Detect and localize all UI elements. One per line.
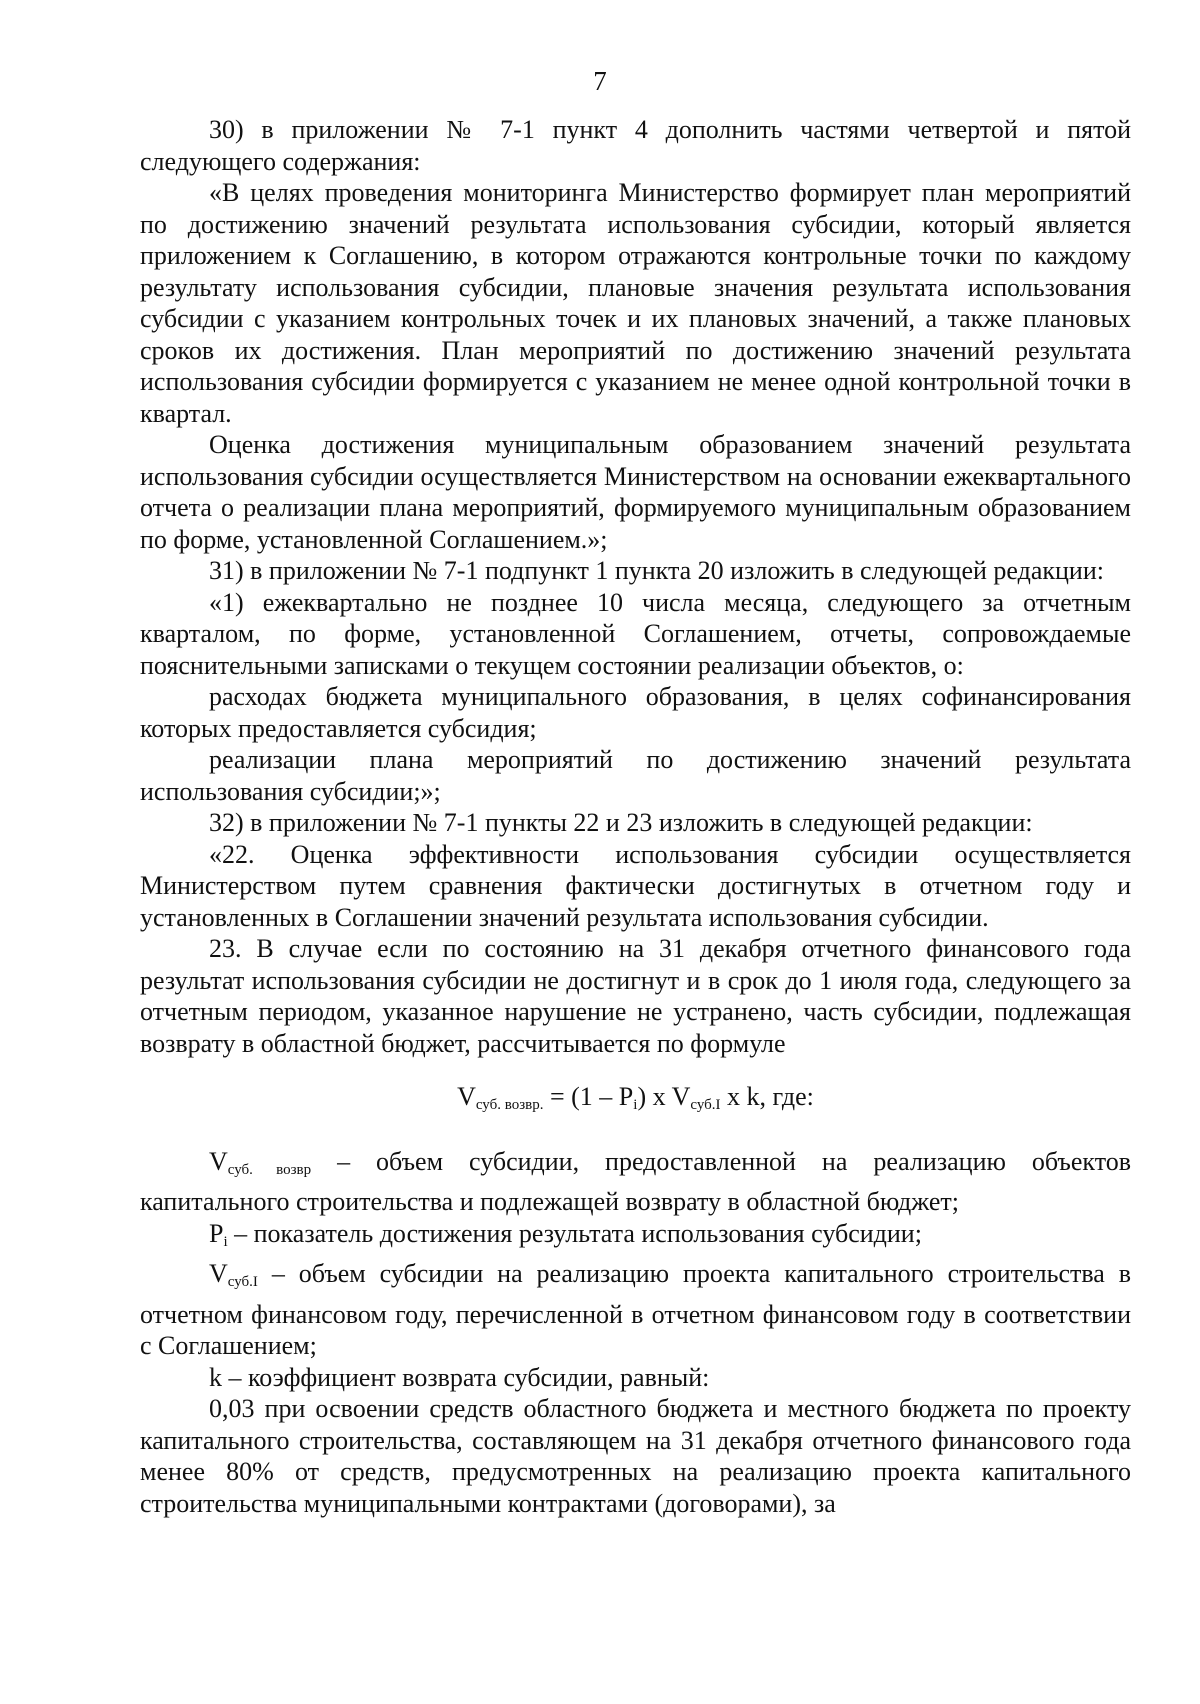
definition-v-refund-subscript: суб. возвр <box>227 1161 312 1178</box>
definition-k: k – коэффициент возврата субсидии, равный: <box>209 1362 710 1392</box>
definition-v-subsidy-symbol: V <box>209 1259 228 1288</box>
paragraph-23: 23. В случае если по состоянию на 31 декабря отчетного финансового года результат использования субсидии не достигнут и в срок до 1 июля года, следующего за отчетным периодом, указанное нарушение не устранено, часть субсидии, подлежащая возврату в областной бюджет, рассчитывается по формуле <box>140 934 1131 1058</box>
paragraph-32: 32) в приложении № 7-1 пункты 22 и 23 изложить в следующей редакции: <box>209 808 1033 837</box>
definition-v-refund-symbol: V <box>209 1146 228 1176</box>
definition-p-text: – показатель достижения результата использования субсидии; <box>227 1218 922 1248</box>
definition-p-subscript: i <box>223 1233 228 1250</box>
document-body <box>140 114 1131 1519</box>
paragraph-assessment: Оценка достижения муниципальным образованием значений результата использования субсидии осуществляется Министерством на основании ежеквартального отчета о реализации плана мероприятий, формируемого муниципальным образованием по форме, установленной Соглашением.»; <box>140 430 1131 554</box>
definition-p <box>140 1218 1131 1259</box>
definition-v-subsidy-text: – объем субсидии на реализацию проекта капитального строительства в отчетном финансовом году, перечисленной в отчетном финансовом году в соответствии с Соглашением; <box>140 1259 1131 1360</box>
formula-p-subscript: i <box>633 1097 638 1113</box>
page-number: 7 <box>593 66 607 96</box>
definition-k-value: 0,03 при освоении средств областного бюджета и местного бюджета по проекту капитального строительства, составляющем на 31 декабря отчетного финансового года менее 80% от средств, предусмотренных на реализацию проекта капитального строительства муниципальными контрактами (договорами), за <box>140 1394 1131 1518</box>
definition-p-symbol: P <box>209 1218 224 1248</box>
paragraph-30: 30) в приложении № 7-1 пункт 4 дополнить частями четвертой и пятой следующего содержания: <box>140 115 1131 176</box>
definition-v-refund <box>140 1146 1131 1218</box>
formula-middle: ) x V <box>637 1082 691 1111</box>
refund-formula <box>140 1081 1131 1122</box>
definition-v-subsidy <box>140 1258 1131 1362</box>
paragraph-31: 31) в приложении № 7-1 подпункт 1 пункта 20 изложить в следующей редакции: <box>209 556 1104 585</box>
formula-v: V <box>457 1082 476 1111</box>
paragraph-budget-expenses: расходах бюджета муниципального образования, в целях софинансирования которых предоставляется субсидия; <box>140 682 1131 743</box>
formula-tail: x k, где: <box>720 1082 814 1111</box>
definition-v-refund-text: – объем субсидии, предоставленной на реализацию объектов капитального строительства и подлежащей возврату в областной бюджет; <box>140 1146 1132 1216</box>
formula-v2-subscript: суб.I <box>690 1097 721 1113</box>
paragraph-22: «22. Оценка эффективности использования субсидии осуществляется Министерством путем сравнения фактически достигнутых в отчетном году и установленных в Соглашении значений результата использования субсидии. <box>140 839 1131 932</box>
paragraph-quarterly-reports: «1) ежеквартально не позднее 10 числа месяца, следующего за отчетным кварталом, по форме, установленной Соглашением, отчеты, сопровождаемые пояснительными записками о текущем состоянии реализации объектов, о: <box>140 587 1131 680</box>
paragraph-monitoring: «В целях проведения мониторинга Министерство формирует план мероприятий по достижению значений результата использования субсидии, который является приложением к Соглашению, в котором отражаются контрольные точки по каждому результату использования субсидии, плановые значения результата использования субсидии с указанием контрольных точек и их плановых значений, а также плановых сроков их достижения. План мероприятий по достижению значений результата использования субсидии формируется с указанием не менее одной контрольной точки в квартал. <box>140 178 1131 428</box>
formula-equals: = (1 – P <box>543 1082 634 1111</box>
formula-v-subscript: суб. возвр. <box>475 1097 544 1113</box>
paragraph-plan-implementation: реализации плана мероприятий по достижению значений результата использования субсидии;»; <box>140 745 1131 806</box>
definition-v-subsidy-subscript: суб.I <box>227 1274 258 1290</box>
